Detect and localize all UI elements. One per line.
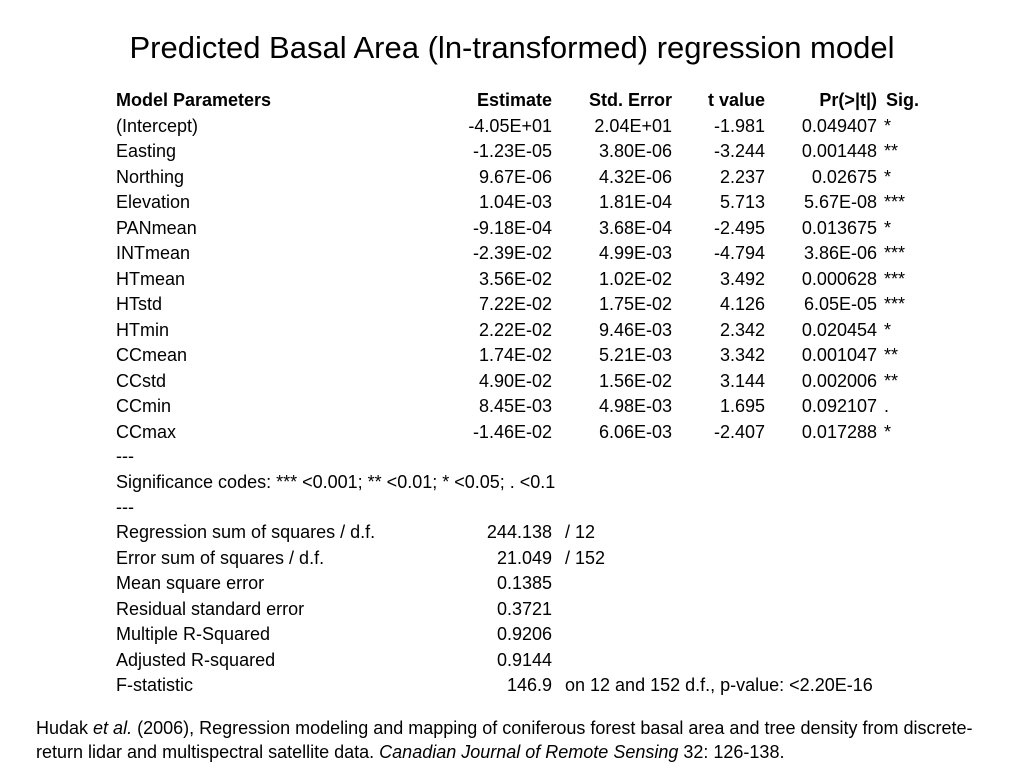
sig-cell: ** bbox=[884, 141, 899, 161]
sig-cell: * bbox=[884, 421, 892, 442]
param-name: Elevation bbox=[116, 192, 191, 212]
summary-value: 0.1385 bbox=[496, 573, 552, 593]
t-value-cell: -2.495 bbox=[713, 217, 765, 238]
summary-value: 0.9206 bbox=[496, 624, 552, 644]
summary-row bbox=[116, 520, 873, 546]
param-name: CCmin bbox=[116, 396, 172, 416]
p-value-cell: 0.02675 bbox=[811, 166, 877, 187]
separator: --- bbox=[116, 497, 134, 517]
header-model-parameters: Model Parameters bbox=[116, 90, 272, 110]
p-value-cell: 0.000628 bbox=[801, 268, 877, 289]
table-row bbox=[116, 114, 936, 140]
summary-row bbox=[116, 546, 873, 572]
param-name: (Intercept) bbox=[116, 115, 199, 136]
sig-cell: * bbox=[884, 166, 892, 187]
std-error-cell: 9.46E-03 bbox=[598, 319, 672, 340]
citation-end: 32: 126-138. bbox=[678, 742, 785, 762]
param-name: Northing bbox=[116, 166, 185, 187]
p-value-cell: 6.05E-05 bbox=[803, 294, 877, 314]
std-error-cell: 1.75E-02 bbox=[598, 294, 672, 314]
table-row bbox=[116, 165, 936, 191]
estimate-cell: 1.74E-02 bbox=[478, 345, 552, 365]
param-name: Easting bbox=[116, 141, 177, 161]
std-error-cell: 3.80E-06 bbox=[598, 141, 672, 161]
estimate-cell: -4.05E+01 bbox=[468, 115, 552, 136]
p-value-cell: 0.020454 bbox=[801, 319, 877, 340]
param-name: HTmin bbox=[116, 319, 169, 340]
summary-extra: / 152 bbox=[565, 547, 606, 568]
std-error-cell: 1.02E-02 bbox=[598, 268, 672, 289]
table-row bbox=[116, 190, 936, 216]
t-value-cell: 2.342 bbox=[719, 319, 765, 340]
std-error-cell: 5.21E-03 bbox=[598, 345, 672, 365]
sig-cell: . bbox=[884, 396, 890, 416]
t-value-cell: -1.981 bbox=[713, 115, 765, 136]
sig-cell: ** bbox=[884, 370, 899, 391]
estimate-cell: 1.04E-03 bbox=[478, 192, 552, 212]
estimate-cell: -9.18E-04 bbox=[472, 217, 552, 238]
parameters-table bbox=[116, 88, 936, 445]
summary-value: 146.9 bbox=[506, 675, 552, 695]
t-value-cell: 3.342 bbox=[719, 345, 765, 365]
table-row bbox=[116, 241, 936, 267]
citation-body: (2006), Regression modeling and mapping of coniferous forest basal area and tree density from discrete-return lidar and multispectral satellite data. bbox=[36, 718, 973, 762]
p-value-cell: 0.001448 bbox=[801, 141, 877, 161]
param-name: HTmean bbox=[116, 268, 186, 289]
estimate-cell: 2.22E-02 bbox=[478, 319, 552, 340]
sig-cell: ** bbox=[884, 345, 899, 365]
std-error-cell: 1.81E-04 bbox=[598, 192, 672, 212]
sig-cell: * bbox=[884, 115, 892, 136]
header-estimate: Estimate bbox=[476, 90, 552, 110]
t-value-cell: -2.407 bbox=[713, 421, 765, 442]
separator: --- bbox=[116, 446, 134, 466]
p-value-cell: 5.67E-08 bbox=[803, 192, 877, 212]
summary-extra bbox=[552, 571, 873, 597]
summary-row bbox=[116, 571, 873, 597]
summary-row bbox=[116, 622, 873, 648]
sig-cell: * bbox=[884, 319, 892, 340]
std-error-cell: 2.04E+01 bbox=[594, 115, 672, 136]
significance-codes: Significance codes: *** <0.001; ** <0.01; * <0.05; . <0.1 bbox=[116, 471, 556, 492]
summary-label: Multiple R-Squared bbox=[116, 624, 271, 644]
estimate-cell: -1.46E-02 bbox=[472, 421, 552, 442]
t-value-cell: 1.695 bbox=[719, 396, 765, 416]
summary-value: 0.3721 bbox=[496, 598, 552, 619]
std-error-cell: 4.32E-06 bbox=[598, 166, 672, 187]
estimate-cell: -2.39E-02 bbox=[472, 243, 552, 263]
p-value-cell: 0.002006 bbox=[801, 370, 877, 391]
summary-label: Adjusted R-squared bbox=[116, 649, 276, 670]
citation-et-al: et al. bbox=[93, 718, 133, 738]
header-t-value: t value bbox=[707, 90, 765, 110]
summary-label: F-statistic bbox=[116, 675, 194, 695]
param-name: HTstd bbox=[116, 294, 163, 314]
table-row bbox=[116, 343, 936, 369]
citation-journal: Canadian Journal of Remote Sensing bbox=[379, 742, 679, 762]
t-value-cell: 3.492 bbox=[719, 268, 765, 289]
std-error-cell: 4.99E-03 bbox=[598, 243, 672, 263]
summary-extra: / 12 bbox=[565, 522, 596, 542]
p-value-cell: 3.86E-06 bbox=[803, 243, 877, 263]
header-p-value: Pr(>|t|) bbox=[819, 90, 877, 110]
notes-block bbox=[116, 444, 555, 521]
table-row bbox=[116, 420, 936, 446]
citation bbox=[36, 716, 1006, 764]
t-value-cell: 2.237 bbox=[719, 166, 765, 187]
std-error-cell: 3.68E-04 bbox=[598, 217, 672, 238]
summary-value: 244.138 bbox=[486, 522, 552, 542]
table-row bbox=[116, 292, 936, 318]
estimate-cell: 4.90E-02 bbox=[478, 370, 552, 391]
t-value-cell: -3.244 bbox=[713, 141, 765, 161]
param-name: CCstd bbox=[116, 370, 167, 391]
std-error-cell: 4.98E-03 bbox=[598, 396, 672, 416]
estimate-cell: 3.56E-02 bbox=[478, 268, 552, 289]
page-title: Predicted Basal Area (ln-transformed) regression model bbox=[129, 30, 895, 65]
summary-label: Residual standard error bbox=[116, 598, 305, 619]
summary-extra bbox=[552, 648, 873, 674]
estimate-cell: 9.67E-06 bbox=[478, 166, 552, 187]
summary-extra: on 12 and 152 d.f., p-value: <2.20E-16 bbox=[565, 675, 873, 695]
p-value-cell: 0.001047 bbox=[801, 345, 877, 365]
header-sig: Sig. bbox=[886, 90, 920, 110]
sig-cell: *** bbox=[884, 192, 906, 212]
p-value-cell: 0.017288 bbox=[801, 421, 877, 442]
p-value-cell: 0.049407 bbox=[801, 115, 877, 136]
citation-author: Hudak bbox=[36, 718, 94, 738]
t-value-cell: 5.713 bbox=[719, 192, 765, 212]
param-name: CCmean bbox=[116, 345, 188, 365]
sig-cell: *** bbox=[884, 243, 906, 263]
summary-extra bbox=[552, 622, 873, 648]
estimate-cell: 8.45E-03 bbox=[478, 396, 552, 416]
sig-cell: *** bbox=[884, 268, 906, 289]
t-value-cell: -4.794 bbox=[713, 243, 765, 263]
summary-label: Regression sum of squares / d.f. bbox=[116, 522, 376, 542]
param-name: INTmean bbox=[116, 243, 191, 263]
sig-cell: *** bbox=[884, 294, 906, 314]
summary-label: Mean square error bbox=[116, 573, 265, 593]
p-value-cell: 0.013675 bbox=[801, 217, 877, 238]
summary-label: Error sum of squares / d.f. bbox=[116, 547, 325, 568]
summary-row bbox=[116, 648, 873, 674]
table-row bbox=[116, 369, 936, 395]
summary-value: 0.9144 bbox=[496, 649, 552, 670]
std-error-cell: 6.06E-03 bbox=[598, 421, 672, 442]
table-row bbox=[116, 394, 936, 420]
estimate-cell: -1.23E-05 bbox=[472, 141, 552, 161]
std-error-cell: 1.56E-02 bbox=[598, 370, 672, 391]
sig-cell: * bbox=[884, 217, 892, 238]
table-row bbox=[116, 318, 936, 344]
p-value-cell: 0.092107 bbox=[801, 396, 877, 416]
header-std-error: Std. Error bbox=[588, 90, 672, 110]
summary-row bbox=[116, 673, 873, 699]
estimate-cell: 7.22E-02 bbox=[478, 294, 552, 314]
table-row bbox=[116, 139, 936, 165]
param-name: PANmean bbox=[116, 217, 197, 238]
table-row bbox=[116, 267, 936, 293]
summary-table bbox=[116, 520, 873, 699]
param-name: CCmax bbox=[116, 421, 177, 442]
summary-value: 21.049 bbox=[496, 547, 552, 568]
summary-row bbox=[116, 597, 873, 623]
table-row bbox=[116, 216, 936, 242]
table-header-row bbox=[116, 88, 936, 114]
t-value-cell: 3.144 bbox=[719, 370, 765, 391]
summary-extra bbox=[552, 597, 873, 623]
t-value-cell: 4.126 bbox=[719, 294, 765, 314]
